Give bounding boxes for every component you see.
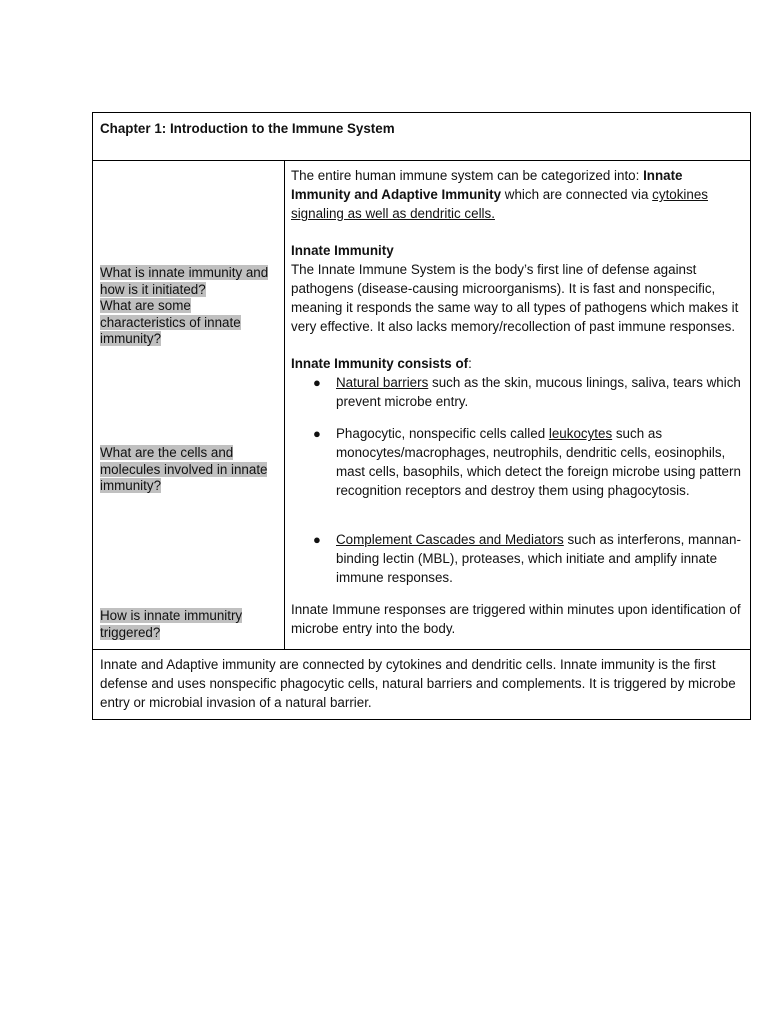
cornell-notes-table bbox=[92, 112, 751, 720]
bullet-text: Phagocytic, nonspecific cells called bbox=[336, 426, 549, 441]
bullet-underlined-term: leukocytes bbox=[548, 426, 613, 441]
bullet-natural-barriers bbox=[336, 373, 744, 411]
summary-text: Innate and Adaptive immunity are connected by cytokines and dendritic cells. Innate immunity is the first defense and uses nonspecific phagocytic cells, natural barriers and complements. It is triggered by microbe entry or microbial invasion of a natural barrier. bbox=[100, 657, 736, 710]
cue-line: What is innate immunity and bbox=[100, 265, 269, 280]
cue-line: How is innate immunitry bbox=[100, 608, 243, 623]
summary-row bbox=[93, 649, 750, 719]
consists-label bbox=[291, 354, 744, 373]
cue-line: What are some bbox=[100, 298, 191, 313]
cue-line: What are the cells and bbox=[100, 445, 234, 460]
cue-line: molecules involved in innate bbox=[100, 461, 268, 477]
consists-colon: : bbox=[468, 356, 472, 371]
innate-heading: Innate Immunity bbox=[291, 243, 394, 258]
intro-text-2: which are connected via bbox=[501, 187, 653, 202]
intro-bold-text: Innate Immunity and Adaptive Immunity bbox=[291, 168, 683, 202]
innate-description: The Innate Immune System is the body’s first line of defense against pathogens (disease-causing microorganisms). It is fast and nonspecific, meaning it responds the same way to all types of pathogens which makes it very effective. It also lacks memory/recollection of past immune responses. bbox=[291, 262, 739, 334]
bullet-text: such as the skin, mucous linings, saliva, tears which prevent microbe entry. bbox=[336, 375, 741, 409]
title-row bbox=[93, 113, 750, 161]
bullet-underlined-term: Complement Cascades and Mediators bbox=[336, 532, 564, 547]
cue-question-1 bbox=[100, 265, 278, 348]
intro-text: The entire human immune system can be categorized into: bbox=[291, 168, 644, 183]
notes-column bbox=[285, 160, 750, 649]
cue-question-2 bbox=[100, 445, 278, 495]
bullet-text: such as monocytes/macrophages, neutrophils, dendritic cells, eosinophils, mast cells, basophils, which detect the foreign microbe using pattern recognition receptors and destroy them using phagocytosis. bbox=[336, 426, 741, 498]
bullet-text: such as interferons, mannan-binding lectin (MBL), proteases, which initiate and amplify innate immune responses. bbox=[336, 532, 741, 585]
cue-question-3 bbox=[100, 608, 278, 641]
cue-line: immunity? bbox=[100, 331, 162, 346]
trigger-paragraph: Innate Immune responses are triggered within minutes upon identification of microbe entry into the body. bbox=[291, 602, 741, 636]
cue-column bbox=[93, 160, 285, 649]
consists-label-bold: Innate Immunity consists of bbox=[291, 356, 469, 371]
bullet-icon: ● bbox=[313, 426, 321, 441]
chapter-title: Chapter 1: Introduction to the Immune System bbox=[100, 121, 395, 136]
cue-line: characteristics of innate bbox=[100, 314, 241, 330]
intro-underlined-text: cytokines signaling as well as dendritic cells. bbox=[291, 187, 708, 221]
cue-line: how is it initiated? bbox=[100, 281, 206, 297]
intro-paragraph bbox=[291, 166, 744, 223]
cue-line: immunity? bbox=[100, 478, 162, 493]
cue-line: triggered? bbox=[100, 624, 161, 640]
bullet-leukocytes bbox=[336, 424, 744, 500]
bullet-icon: ● bbox=[313, 532, 321, 547]
bullet-complement bbox=[336, 530, 744, 587]
bullet-underlined-term: Natural barriers bbox=[336, 375, 429, 390]
bullet-icon: ● bbox=[313, 375, 321, 390]
